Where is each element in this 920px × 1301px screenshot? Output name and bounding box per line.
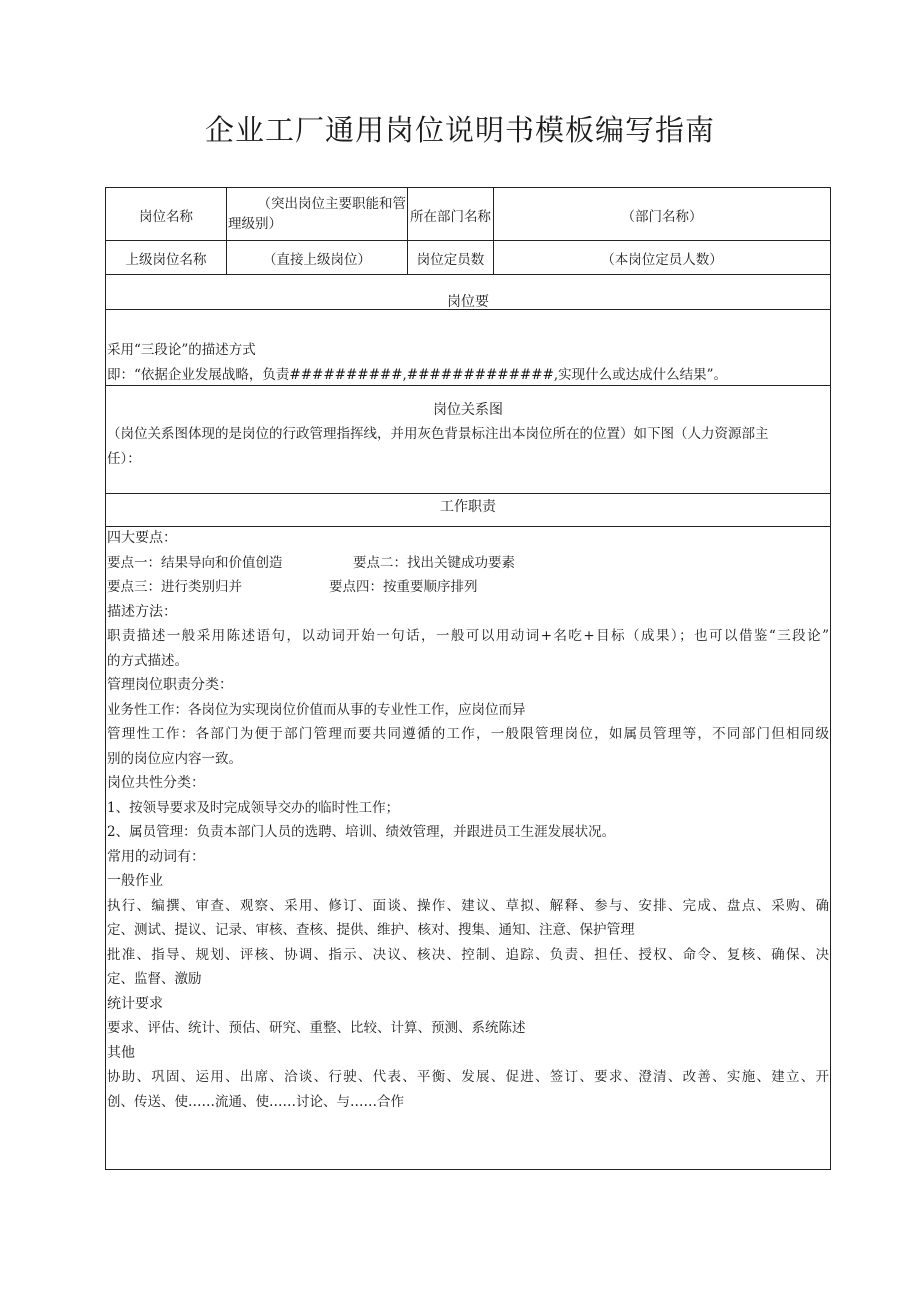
mgmt-classification-heading: 管理岗位职责分类： (107, 677, 233, 693)
section-heading-position-summary: 岗位要 (447, 294, 489, 310)
stats-heading: 统计要求 (107, 995, 163, 1012)
method-heading: 描述方法： (107, 603, 177, 620)
points-row (107, 575, 829, 600)
row-divider (106, 274, 830, 275)
job-description-table (105, 187, 831, 1170)
summary-line: 采用“三段论”的描述方式 (107, 342, 256, 358)
general-verbs-line: 执行、编撰、审查、观察、采用、修订、面谈、操作、建议、草拟、解释、参与、安排、完成、盘点、采购、确 (107, 897, 829, 914)
point-four: 要点四：按重要顺序排列 (329, 579, 478, 595)
management-heading: 管理 (606, 922, 635, 938)
section-heading-duties: 工作职责 (440, 499, 496, 515)
common-classification-heading: 岗位共性分类： (107, 775, 205, 791)
value-position-name-line2: 理级别） (228, 216, 282, 232)
other-heading: 其他 (107, 1044, 135, 1061)
management-verbs-line: 批准、指导、规划、评核、协调、指示、决议、核决、控制、追踪、负责、担任、授权、命令、复核、确保、决 (107, 946, 829, 963)
point-two: 要点二：找出关键成功要素 (353, 554, 515, 571)
value-position-name (228, 194, 406, 234)
relationship-line: （岗位关系图体现的是岗位的行政管理指挥线，并用灰色背景标注出本岗位所在的位置）如下图（人力资源部主 (107, 426, 769, 442)
mgmt-line: 别的岗位应内容一致。 (107, 750, 242, 767)
stats-verbs-line: 要求、评估、统计、预估、研究、重整、比较、计算、预测、系统陈述 (107, 1020, 526, 1036)
summary-line: 即：“依据企业发展战略，负责##########,#############,实现什么或达成什么结果”。 (107, 367, 728, 383)
four-points-heading: 四大要点： (107, 530, 177, 546)
relationship-line: 任）： (107, 451, 141, 467)
value-headcount: （本岗位定员人数） (601, 252, 723, 268)
verbs-heading: 常用的动词有： (107, 848, 205, 865)
method-line: 职责描述一般采用陈述语句，以动词开始一句话，一般可以用动词+名吃+目标（成果）；也可以借鉴“三段论” (107, 628, 829, 644)
common-line: 2、属员管理：负责本部门人员的选聘、培训、绩效管理，并跟进员工生涯发展状况。 (107, 824, 616, 840)
point-one: 要点一：结果导向和价值创造 (107, 554, 283, 571)
value-superior-position: （直接上级岗位） (263, 252, 371, 268)
label-position-name: 岗位名称 (139, 209, 193, 225)
point-three: 要点三：进行类别归并 (107, 579, 242, 595)
other-verbs-line: 创、传送、使……流通、使……讨论、与……合作 (107, 1093, 404, 1110)
general-heading: 一般作业 (107, 873, 163, 889)
mgmt-line: 业务性工作：各岗位为实现岗位价值而从事的专业性工作，应岗位而异 (107, 701, 526, 718)
label-department-name: 所在部门名称 (410, 209, 491, 225)
other-verbs-line: 协助、巩固、运用、出席、洽谈、行驶、代表、平衡、发展、促进、签订、要求、澄清、改善、实施、建立、开 (107, 1069, 829, 1085)
method-line: 的方式描述。 (107, 652, 188, 669)
duties-content (107, 526, 829, 1114)
document-title: 企业工厂通用岗位说明书模板编写指南 (204, 113, 715, 147)
general-verbs-line (107, 918, 829, 943)
label-superior-position: 上级岗位名称 (125, 252, 207, 268)
label-headcount: 岗位定员数 (416, 252, 485, 268)
row-divider (106, 240, 830, 241)
value-position-name-line1: （突出岗位主要职能和管 (257, 196, 406, 212)
points-row (107, 551, 829, 576)
management-verbs-line: 定、监督、激励 (107, 971, 202, 987)
row-divider (106, 493, 830, 494)
mgmt-line: 管理性工作：各部门为便于部门管理而要共同遵循的工作，一般限管理岗位，如属员管理等，不同部门但相同级 (107, 726, 829, 742)
general-verbs-text: 定、测试、提议、记录、审核、查核、提供、维护、核对、搜集、通知、注意、保护 (107, 922, 607, 938)
common-line: 1、按领导要求及时完成领导交办的临时性工作； (107, 799, 400, 816)
section-heading-relationship: 岗位关系图 (433, 402, 503, 418)
value-department-name: （部门名称） (621, 209, 703, 225)
